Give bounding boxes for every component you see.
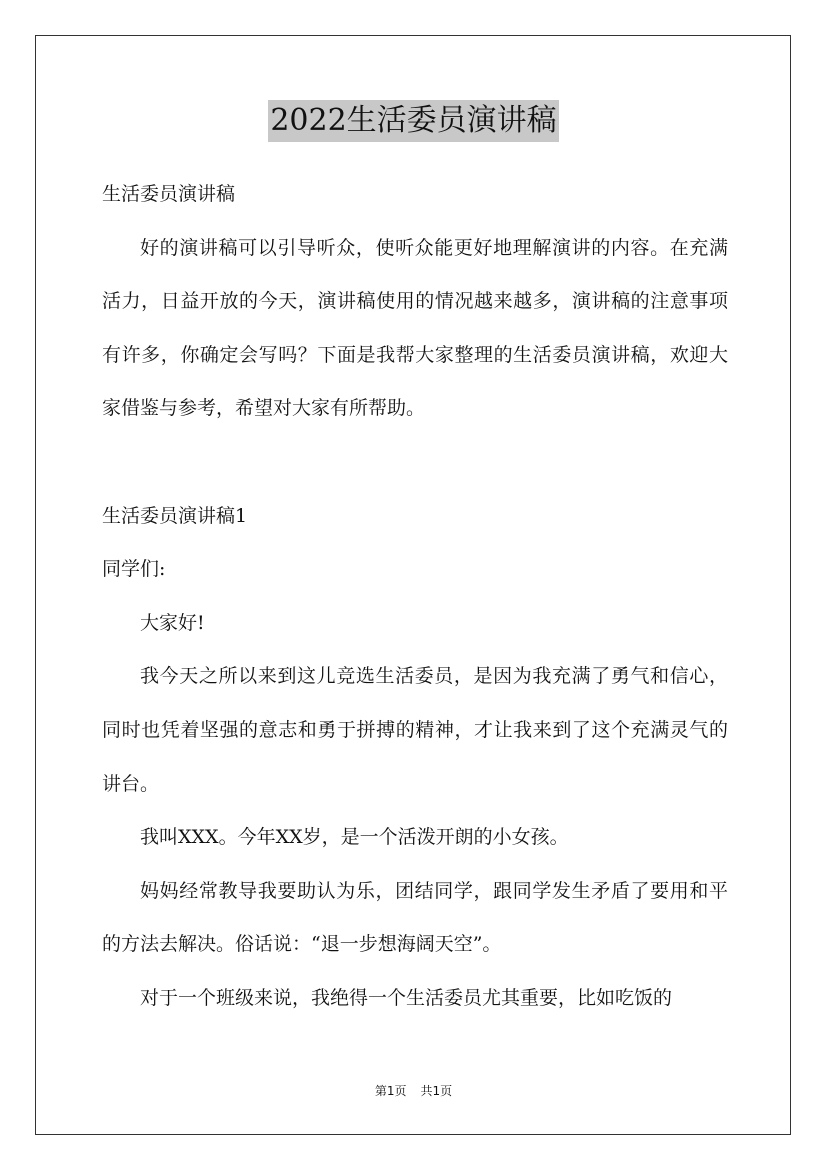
body-paragraph-1: 我今天之所以来到这儿竞选生活委员，是因为我充满了勇气和信心，同时也凭着坚强的意志和勇于拼搏的精神，才让我来到了这个充满灵气的讲台。 — [102, 665, 728, 795]
blank-line — [102, 436, 728, 490]
subtitle-paragraph: 生活委员演讲稿 — [102, 183, 236, 205]
document-body — [102, 168, 728, 1026]
body-paragraph-4: 对于一个班级来说，我绝得一个生活委员尤其重要，比如吃饭的 — [140, 986, 673, 1009]
document-title: 2022生活委员演讲稿 — [268, 100, 558, 142]
body-paragraph-2: 我叫XXX。今年XX岁，是一个活泼开朗的小女孩。 — [140, 826, 569, 849]
page-footer — [0, 1083, 827, 1099]
greeting-paragraph: 大家好! — [140, 611, 205, 634]
intro-paragraph: 好的演讲稿可以引导听众，使听众能更好地理解演讲的内容。在充满活力，日益开放的今天，演讲稿使用的情况越来越多，演讲稿的注意事项有许多，你确定会写吗？下面是我帮大家整理的生活委员演讲稿，欢迎大家借鉴与参考，希望对大家有所帮助。 — [102, 236, 728, 420]
page-number-current: 第1页 — [374, 1084, 407, 1098]
body-paragraph-3: 妈妈经常教导我要助认为乐，团结同学，跟同学发生矛盾了要用和平的方法去解决。俗话说：“退一步想海阔天空”。 — [102, 879, 728, 956]
section-heading: 生活委员演讲稿1 — [102, 504, 248, 527]
title-container — [0, 100, 827, 142]
salutation-paragraph: 同学们: — [102, 558, 166, 581]
page-number-total: 共1页 — [420, 1084, 453, 1098]
